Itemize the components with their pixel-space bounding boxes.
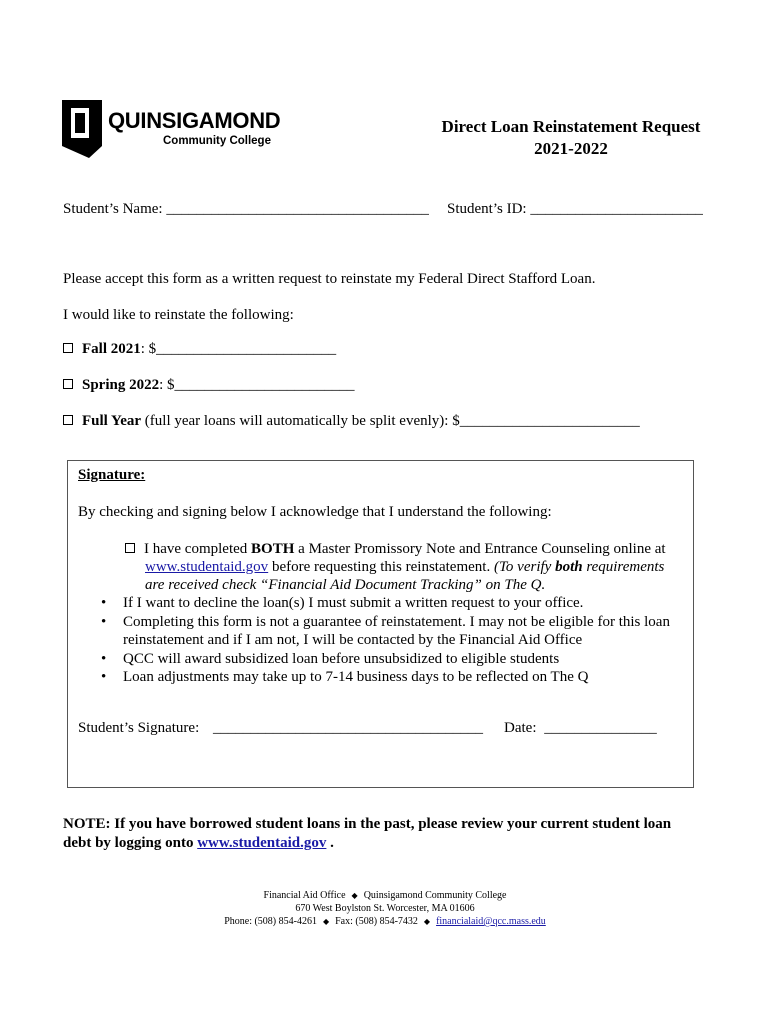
student-signature-field[interactable]: [78, 719, 483, 737]
bullet-guarantee-line2: reinstatement and if I am not, I will be contacted by the Financial Aid Office: [123, 632, 583, 648]
date-field[interactable]: [504, 719, 657, 737]
reinstate-label: I would like to reinstate the following:: [63, 307, 294, 323]
completion-text-1: I have completed: [144, 541, 252, 557]
note-studentaid-link[interactable]: www.studentaid.gov: [197, 835, 327, 851]
form-title-line1: Direct Loan Reinstatement Request: [441, 117, 701, 136]
full-year-label: Full Year: [82, 413, 142, 429]
completion-checkbox-item[interactable]: [125, 540, 666, 558]
logo-college-subname: Community College: [163, 135, 271, 147]
completion-checkbox[interactable]: [125, 543, 135, 553]
completion-text-bold: BOTH: [251, 541, 295, 557]
student-id-field[interactable]: [447, 200, 703, 218]
bullet-subsidized: QCC will award subsidized loan before unsubsidized to eligible students: [123, 651, 560, 667]
fall-amount-blank[interactable]: : $________________________: [140, 341, 337, 357]
diamond-icon: ◆: [423, 917, 431, 926]
option-fall[interactable]: [63, 340, 336, 358]
note-end: .: [326, 835, 334, 851]
completion-line-3: are received check “Financial Aid Document Tracking” on The Q.: [145, 577, 546, 593]
footer-office: Financial Aid Office: [263, 890, 346, 901]
bullet-dot: •: [101, 669, 107, 685]
student-name-field[interactable]: [63, 200, 429, 218]
footer-line-3: [0, 916, 770, 928]
logo-mark-icon: [62, 100, 102, 158]
verify-text-2: requirements: [582, 559, 665, 575]
fall-checkbox[interactable]: [63, 343, 73, 353]
bullet-decline: If I want to decline the loan(s) I must submit a written request to your office.: [123, 595, 584, 611]
verify-text-bold: both: [555, 559, 583, 575]
bullet-dot: •: [101, 595, 107, 611]
footer-phone: Phone: (508) 854-4261: [224, 916, 317, 927]
student-signature-label: Student’s Signature:: [78, 720, 200, 736]
bullet-guarantee-line1: Completing this form is not a guarantee of reinstatement. I may not be eligible for this loan: [123, 614, 670, 630]
option-full-year[interactable]: [63, 412, 640, 430]
student-name-blank[interactable]: ___________________________________: [166, 201, 429, 217]
student-id-label: Student’s ID:: [447, 201, 527, 217]
form-title: [414, 116, 728, 160]
student-id-blank[interactable]: _______________________: [530, 201, 703, 217]
acknowledge-text: By checking and signing below I acknowledge that I understand the following:: [78, 504, 552, 520]
full-year-amount-blank[interactable]: (full year loans will automatically be split evenly): $________________________: [141, 413, 640, 429]
option-spring[interactable]: [63, 376, 355, 394]
bullet-dot: •: [101, 651, 107, 667]
completion-text-3: before requesting this reinstatement.: [268, 559, 494, 575]
completion-line-2: [145, 558, 664, 576]
verify-text-1: (To verify: [493, 559, 556, 575]
completion-text-2: a Master Promissory Note and Entrance Counseling online at: [294, 541, 666, 557]
student-name-label: Student’s Name:: [63, 201, 163, 217]
full-year-checkbox[interactable]: [63, 415, 73, 425]
footer-line-1: [0, 890, 770, 902]
footer-college: Quinsigamond Community College: [363, 890, 507, 901]
intro-text: Please accept this form as a written request to reinstate my Federal Direct Stafford Loan.: [63, 271, 596, 287]
date-label: Date:: [504, 720, 537, 736]
logo-college-name: QUINSIGAMOND: [108, 108, 281, 133]
note-text: [63, 815, 703, 853]
spring-amount-blank[interactable]: : $________________________: [159, 377, 355, 393]
college-logo: [62, 100, 292, 160]
fall-label: Fall 2021: [82, 341, 141, 357]
signature-heading: Signature:: [78, 467, 146, 483]
footer-address: 670 West Boylston St. Worcester, MA 01606: [295, 903, 475, 914]
footer-fax: Fax: (508) 854-7432: [335, 916, 418, 927]
studentaid-link[interactable]: www.studentaid.gov: [145, 559, 269, 575]
spring-checkbox[interactable]: [63, 379, 73, 389]
student-signature-blank[interactable]: ____________________________________: [213, 720, 483, 736]
diamond-icon: ◆: [351, 891, 358, 900]
bullet-dot: •: [101, 614, 107, 630]
form-title-year: 2021-2022: [534, 139, 608, 158]
footer-email-link[interactable]: financialaid@qcc.mass.edu: [436, 916, 546, 927]
bullet-adjustments: Loan adjustments may take up to 7-14 business days to be reflected on The Q: [123, 669, 589, 685]
date-blank[interactable]: _______________: [544, 720, 657, 736]
spring-label: Spring 2022: [82, 377, 160, 393]
note-body: NOTE: If you have borrowed student loans in the past, please review your current student loan debt by logging onto: [63, 816, 672, 851]
diamond-icon: ◆: [322, 917, 330, 926]
